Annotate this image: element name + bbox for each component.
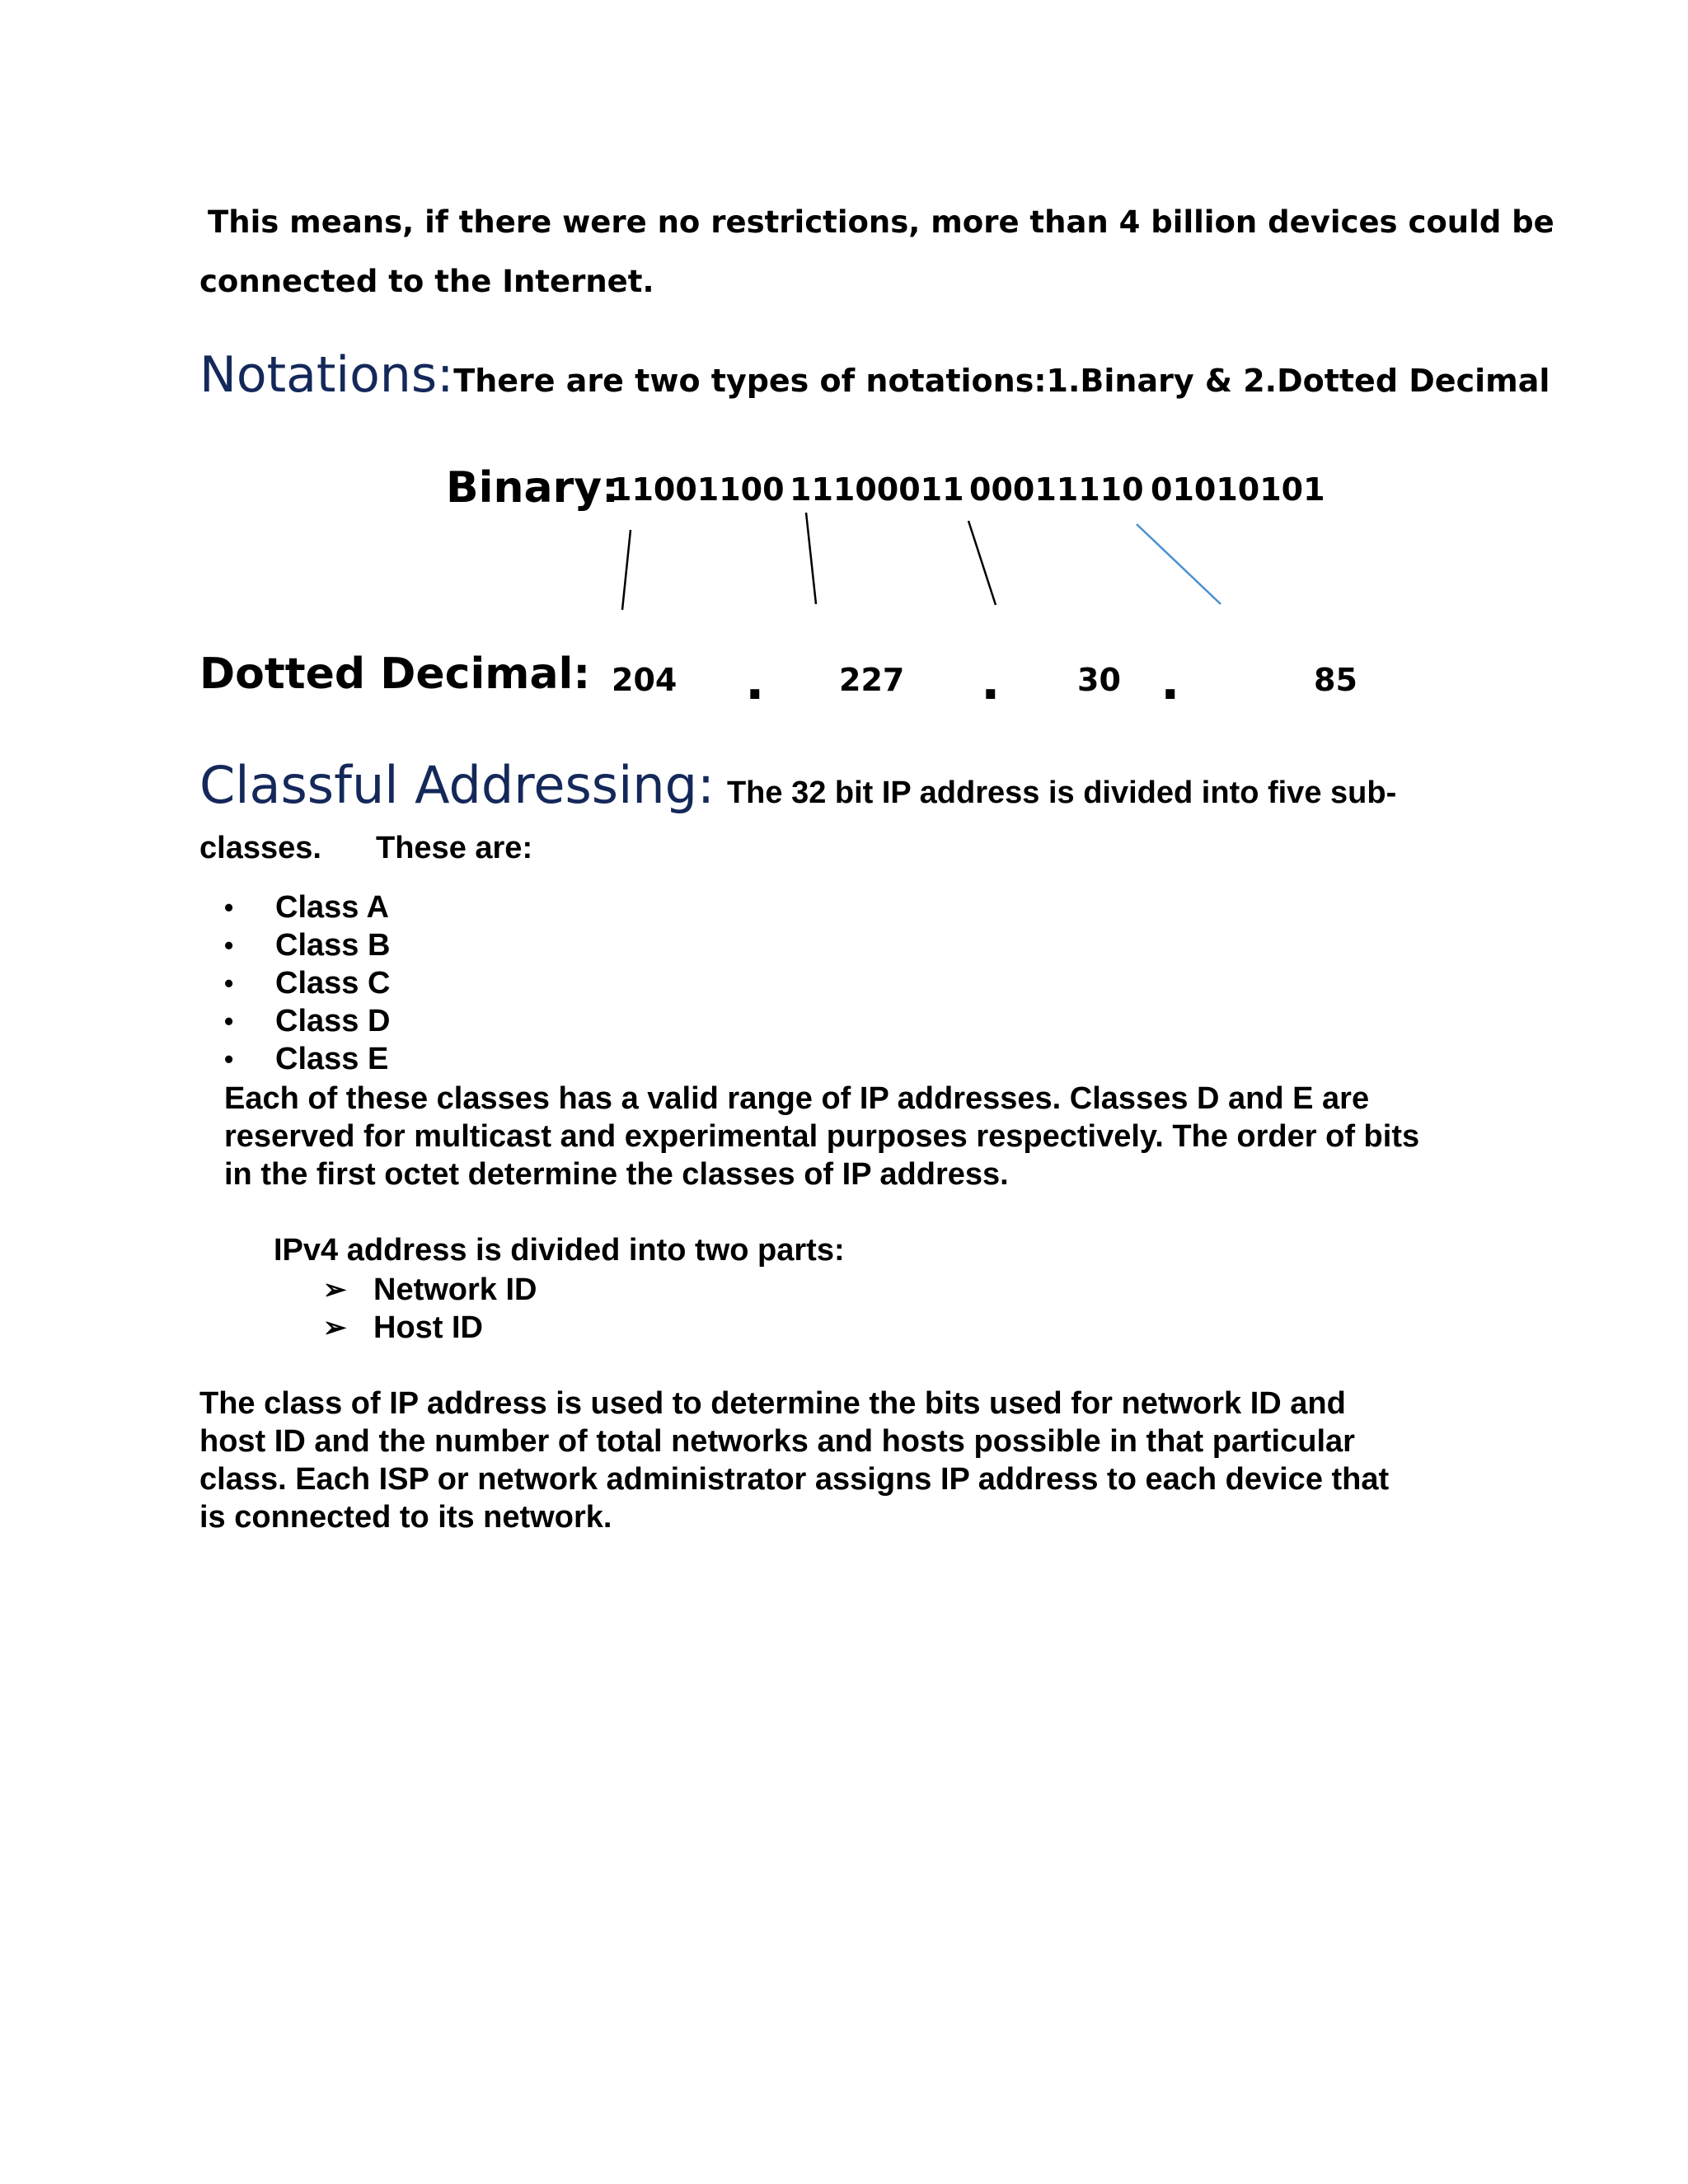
binary-octet-2: 11100011 (790, 471, 964, 508)
class-label: Class C (275, 966, 391, 1001)
binary-octet-3: 00011110 (969, 471, 1144, 508)
intro-line-1: This means, if there were no restrictions, more than 4 billion devices could be (208, 204, 1554, 240)
classful-line (199, 755, 1396, 815)
connector-line-2 (806, 513, 816, 604)
binary-label: Binary: (446, 463, 619, 513)
bullet-icon: • (224, 930, 234, 960)
binary-octet-4: 01010101 (1151, 471, 1325, 508)
class-label: Class E (275, 1042, 389, 1076)
bullet-icon: • (224, 968, 234, 998)
notations-text: There are two types of notations:1.Binary & 2.Dotted Decimal (453, 363, 1550, 399)
connector-line-3 (968, 521, 996, 605)
connector-line-1 (622, 530, 631, 610)
decimal-separator-3: . (1160, 651, 1180, 711)
arrow-bullet-icon: ➢ (323, 1274, 347, 1305)
bullet-icon: • (224, 893, 234, 922)
decimal-separator-2: . (981, 651, 1001, 711)
classful-text-line-1: The 32 bit IP address is divided into five sub- (726, 776, 1397, 810)
range-para-line-3: in the first octet determine the classes of IP address. (224, 1157, 1009, 1192)
classful-colon: : (696, 755, 715, 815)
decimal-octet-2: 227 (839, 662, 905, 698)
bullet-icon: • (224, 1006, 234, 1036)
class-label: Class B (275, 928, 391, 963)
list-item (221, 888, 390, 926)
class-label: Class A (275, 890, 389, 925)
classful-text-line-2a: classes. (199, 831, 321, 865)
connector-line-4 (1137, 524, 1221, 604)
arrow-bullet-icon: ➢ (323, 1312, 347, 1343)
binary-octet-1: 11001100 (610, 471, 785, 508)
classful-text-line-2b: These are: (376, 831, 533, 865)
list-item (221, 964, 390, 1002)
list-item (221, 1040, 390, 1078)
decimal-octet-3: 30 (1077, 662, 1121, 698)
list-item (221, 926, 390, 964)
closing-para-line-2: host ID and the number of total networks and hosts possible in that particular (199, 1424, 1355, 1459)
class-label: Class D (275, 1004, 391, 1038)
list-item (221, 1002, 390, 1040)
list-item (323, 1271, 537, 1309)
intro-line-2: connected to the Internet. (199, 264, 654, 299)
notations-heading: Notations: (199, 346, 454, 404)
decimal-octet-1: 204 (612, 662, 678, 698)
range-para-line-1: Each of these classes has a valid range of IP addresses. Classes D and E are (224, 1081, 1370, 1116)
closing-para-line-4: is connected to its network. (199, 1500, 612, 1535)
bullet-icon: • (224, 1044, 234, 1074)
list-item (323, 1309, 537, 1347)
classful-heading: Classful Addressing (199, 755, 697, 815)
range-para-line-2: reserved for multicast and experimental purposes respectively. The order of bits (224, 1119, 1420, 1154)
part-label: Host ID (373, 1310, 483, 1345)
closing-para-line-3: class. Each ISP or network administrator assigns IP address to each device that (199, 1462, 1390, 1497)
part-label: Network ID (373, 1272, 537, 1307)
ipv4-parts-intro: IPv4 address is divided into two parts: (274, 1233, 845, 1268)
dotted-decimal-label: Dotted Decimal: (199, 649, 591, 699)
decimal-separator-1: . (745, 651, 765, 711)
ipv4-parts-list (323, 1271, 537, 1347)
decimal-octet-4: 85 (1314, 662, 1357, 698)
class-list (221, 888, 390, 1078)
closing-para-line-1: The class of IP address is used to determine the bits used for network ID and (199, 1386, 1346, 1421)
